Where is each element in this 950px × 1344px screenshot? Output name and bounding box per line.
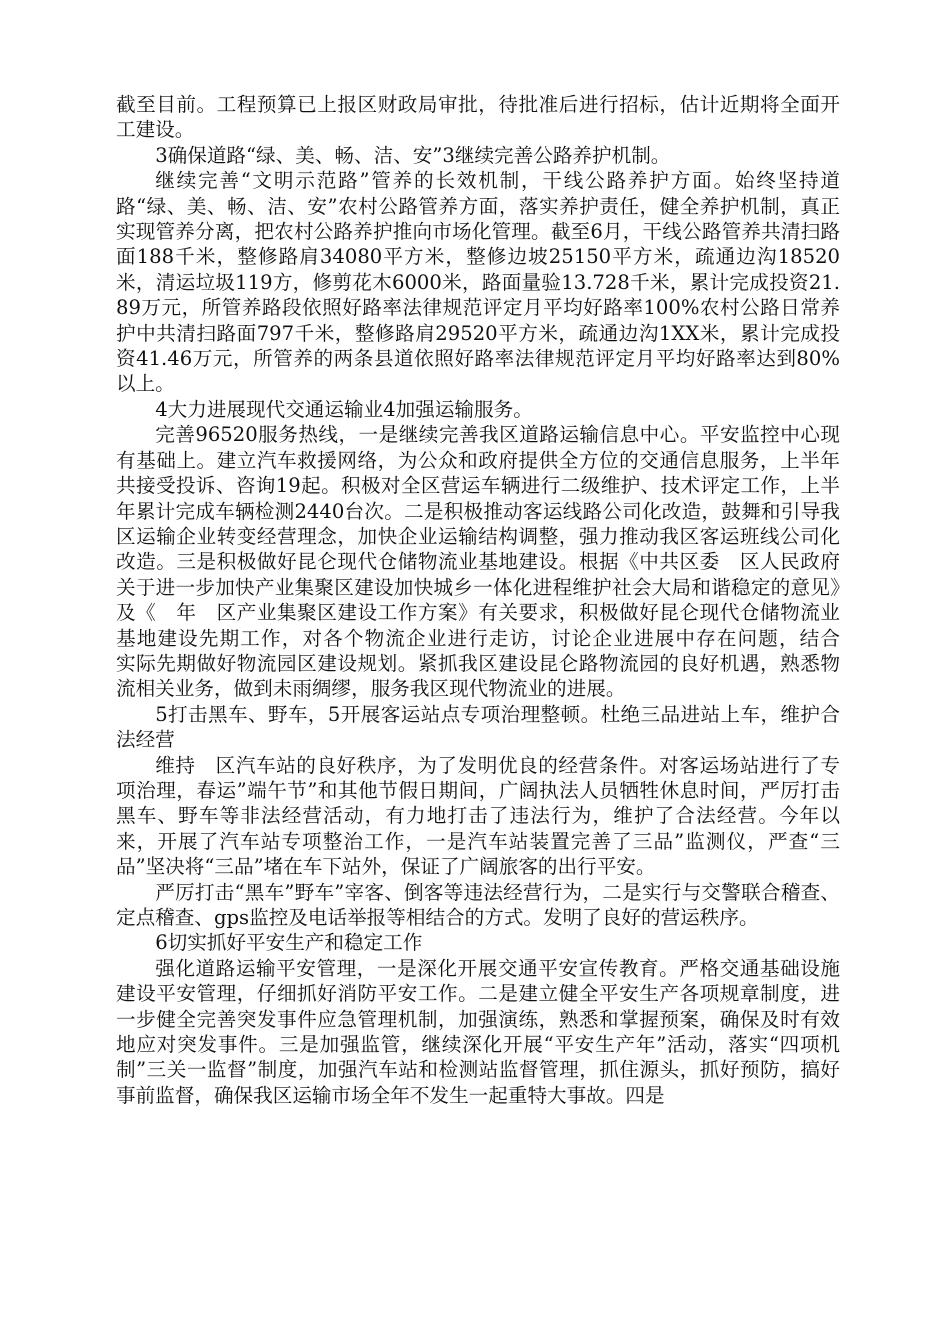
- paragraph-enforcement: 严厉打击“黑车”野车”宰客、倒客等违法经营行为，二是实行与交警联合稽查、定点稽查、gps监控及电话举报等相结合的方式。发明了良好的营运秩序。: [116, 880, 840, 929]
- paragraph-budget-status: 截至目前。工程预算已上报区财政局审批，待批准后进行招标，估计近期将全面开工建设。: [116, 93, 840, 142]
- paragraph-transport-services: 完善96520服务热线，一是继续完善我区道路运输信息中心。平安监控中心现有基础上。建立汽车救援网络，为公众和政府提供全方位的交通信息服务，上半年共接受投诉、咨询19起。积极对全区营运车辆进行二级维护、技术评定工作，上半年累计完成车辆检测2440台次。二是积极推动客运线路公司化改造，鼓舞和引导我区运输企业转变经营理念，加快企业运输结构调整，强力推动我区客运班线公司化改造。三是积极做好昆仑现代仓储物流业基地建设。根据《中共区委 区人民政府关于进一步加快产业集聚区建设加快城乡一体化进程维护社会大局和谐稳定的意见》及《 年 区产业集聚区建设工作方案》有关要求，积极做好昆仑现代仓储物流业基地建设先期工作，对各个物流企业进行走访，讨论企业进展中存在问题，结合 实际先期做好物流园区建设规划。紧抓我区建设昆仑路物流园的良好机遇，熟悉物流相关业务，做到未雨绸缪，服务我区现代物流业的进展。: [116, 423, 860, 701]
- heading-safety-stability: 6切实抓好平安生产和稳定工作: [155, 931, 423, 955]
- heading-road-maintenance: 3确保道路“绿、美、畅、洁、安”3继续完善公路养护机制。: [155, 143, 671, 167]
- paragraph-station-order: 维持 区汽车站的良好秩序，为了发明优良的经营条件。对客运场站进行了专项治理，春运”端午节”和其他节假日期间，广阔执法人员牺牲休息时间，严厉打击黑车、野车等非法经营活动，有力地打击了违法行为，维护了合法经营。今年以来，开展了汽车站专项整治工作，一是汽车站装置完善了三品”监测仪，严查“三品”坚决将“三品”堵在车下站外，保证了广阔旅客的出行平安。: [116, 753, 840, 879]
- paragraph-safety-management: 强化道路运输平安管理，一是深化开展交通平安宣传教育。严格交通基础设施建设平安管理，仔细抓好消防平安工作。二是建立健全平安生产各项规章制度，进一步健全完善突发事件应急管理机制，加强演练，熟悉和掌握预案，确保及时有效地应对突发事件。三是加强监管，继续深化开展“平安生产年”活动，落实“四项机制”三关一监督”制度，加强汽车站和检测站监督管理，抓住源头，抓好预防，搞好事前监督，确保我区运输市场全年不发生一起重特大事故。四是: [116, 956, 840, 1107]
- document-page: [116, 92, 860, 1108]
- paragraph-road-maintenance: 继续完善“文明示范路”管养的长效机制，干线公路养护方面。始终坚持道路“绿、美、畅、洁、安”农村公路管养方面，落实养护责任，健全养护机制，真正实现管养分离，把农村公路养护推向市场化管理。截至6月，干线公路管养共清扫路面188千米，整修路肩34080平方米，整修边坡25150平方米，疏通边沟18520米，清运垃圾119方，修剪花木6000米，路面量验13.728千米，累计完成投资21.89万元，所管养路段依照好路率法律规范评定月平均好路率100%农村公路日常养护中共清扫路面797千米，整修路肩29520平方米，疏通边沟1XX米，累计完成投资41.46万元，所管养的两条县道依照好路率法律规范评定月平均好路率达到80%以上。: [116, 169, 840, 396]
- heading-illegal-vehicles: 5打击黑车、野车，5开展客运站点专项治理整顿。杜绝三品进站上车，维护合法经营: [116, 702, 840, 752]
- heading-transport-development: 4大力进展现代交通运输业4加强运输服务。: [155, 397, 533, 421]
